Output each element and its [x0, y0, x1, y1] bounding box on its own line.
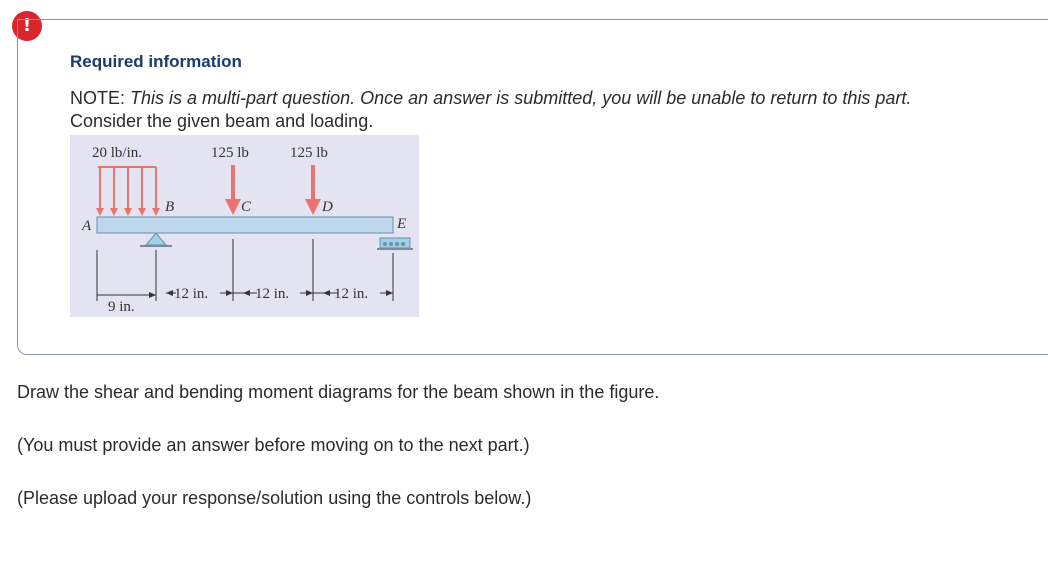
load-d-label: 125 lb — [290, 145, 328, 161]
point-a-label: A — [82, 218, 92, 234]
point-e-label: E — [397, 216, 407, 232]
point-d-label: D — [322, 199, 333, 215]
roller-support-e — [377, 238, 413, 249]
pin-support-b — [140, 233, 172, 246]
load-c-label: 125 lb — [211, 145, 249, 161]
upload-hint: (Please upload your response/solution using the controls below.) — [17, 488, 532, 508]
distributed-load-label: 20 lb/in. — [92, 145, 143, 161]
dim-ab-label: 9 in. — [108, 299, 135, 315]
required-information-title: Required information — [70, 52, 242, 71]
dim-cd-label: 12 in. — [255, 286, 290, 302]
distributed-load — [96, 167, 160, 216]
beam-figure — [70, 135, 419, 317]
beam — [97, 217, 393, 233]
beam-diagram — [70, 135, 419, 317]
note-text — [70, 88, 911, 109]
load-c-arrow — [225, 165, 241, 215]
exclamation-icon: ! — [12, 11, 42, 41]
dim-de-label: 12 in. — [334, 286, 369, 302]
consider-text: Consider the given beam and loading. — [70, 111, 374, 131]
load-d-arrow — [305, 165, 321, 215]
question-text: Draw the shear and bending moment diagrams for the beam shown in the figure. — [17, 382, 660, 402]
note-prefix: NOTE: — [70, 88, 126, 108]
point-c-label: C — [241, 199, 252, 215]
point-b-label: B — [165, 199, 175, 215]
note-body: This is a multi-part question. Once an answer is submitted, you will be unable to return to this part. — [130, 88, 912, 108]
answer-required-hint: (You must provide an answer before moving on to the next part.) — [17, 435, 530, 455]
dim-bc-label: 12 in. — [174, 286, 209, 302]
